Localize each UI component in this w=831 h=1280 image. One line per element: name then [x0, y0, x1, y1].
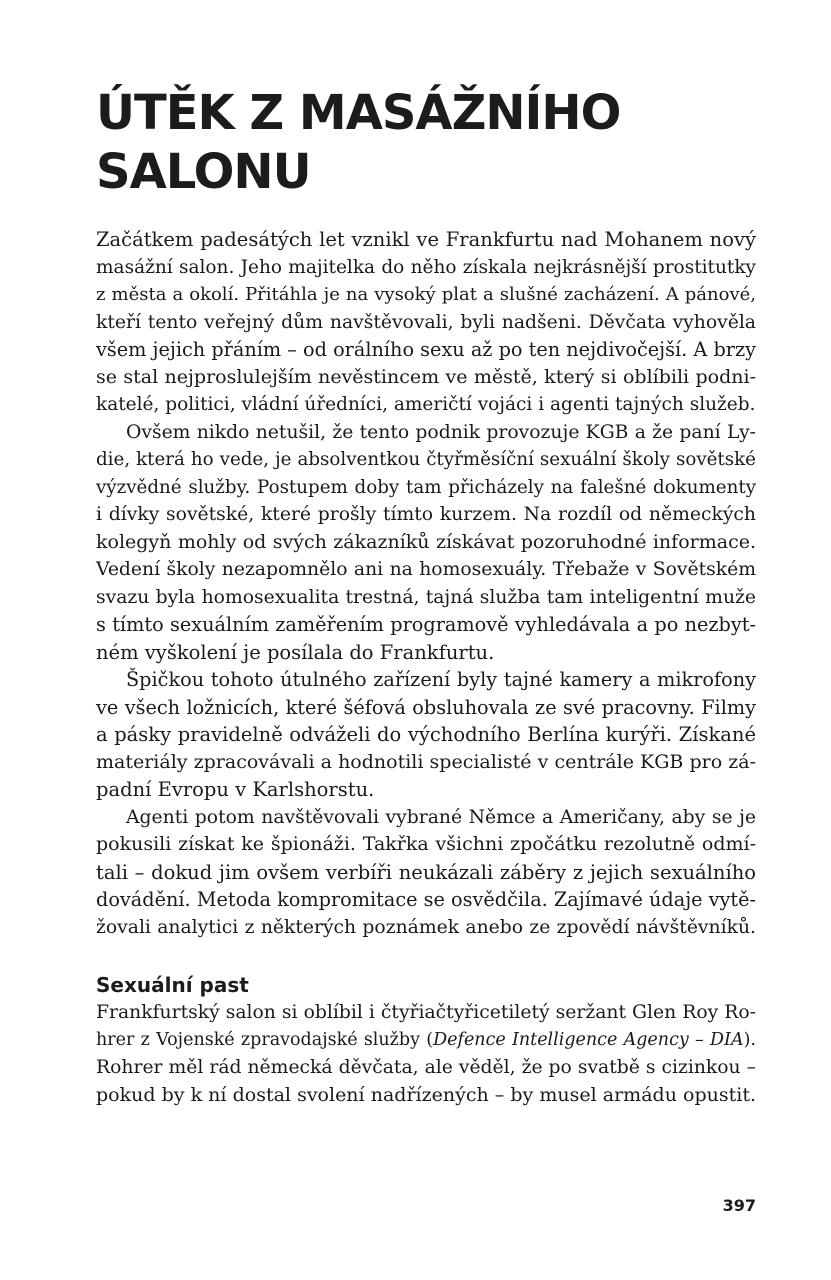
text-line: Začátkem padesátých let vznikl ve Frankfurtu nad Mohanem nový: [96, 228, 756, 251]
text-line: padní Evropu v Karlshorstu.: [96, 778, 375, 801]
text-line: všem jejich přáním – od orálního sexu až po ten nejdivočejší. A brzy: [96, 338, 756, 361]
text-line: Rohrer měl rád německá děvčata, ale věděl, že po svatbě s cizinkou –: [96, 1057, 756, 1078]
text-line: pokusili získat ke špionáži. Takřka všichni zpočátku rezolutně odmí-: [96, 833, 756, 855]
paragraph-3: [96, 666, 756, 804]
section-heading: Sexuální past: [96, 973, 249, 997]
text-line: Vedení školy nezapomnělo ani na homosexuály. Třebaže v Sovětském: [96, 559, 756, 580]
text-line: Agenti potom navštěvovali vybrané Němce a Američany, aby se je: [126, 806, 756, 828]
paragraph-5: [96, 999, 756, 1109]
text-line: katelé, politici, vládní úředníci, američtí vojáci i agenti tajných služeb.: [96, 394, 756, 415]
text-line: Ovšem nikdo netušil, že tento podnik provozuje KGB a že paní Ly-: [126, 421, 756, 443]
paragraph-4: [96, 804, 756, 942]
text-line: tali – dokud jim ovšem verbíři neukázali záběry z jejich sexuálního: [96, 860, 756, 884]
text-line: ve všech ložnicích, které šéfová obsluhovala ze své pracovny. Filmy: [96, 695, 756, 719]
text-line: z města a okolí. Přitáhla je na vysoký plat a slušné zacházení. A pánové,: [96, 284, 756, 305]
text-line: s tímto sexuálním zaměřením programově vyhledávala a po nezbyt-: [96, 613, 756, 636]
text-fragment: ).: [743, 1029, 756, 1050]
text-line: svazu byla homosexualita trestná, tajná služba tam inteligentní muže: [96, 586, 756, 608]
chapter-title-line-1: ÚTĚK Z MASÁŽNÍHO: [96, 85, 621, 141]
chapter-title-line-2: SALONU: [96, 144, 311, 200]
text-line: žovali analytici z některých poznámek anebo ze zpovědí návštěvníků.: [96, 916, 756, 938]
italic-agency-name: Defence Intelligence Agency – DIA: [433, 1029, 744, 1050]
page-number: 397: [722, 1196, 756, 1215]
text-line: die, která ho vede, je absolventkou čtyřměsíční sexuální školy sovětské: [96, 449, 756, 470]
text-fragment: hrer z Vojenské zpravodajské služby (: [96, 1029, 434, 1050]
text-line: kteří tento veřejný dům navštěvovali, byli nadšeni. Děvčata vyhověla: [96, 311, 756, 333]
text-line: [96, 1027, 756, 1055]
paragraph-2: [96, 419, 756, 667]
text-line: se stal nejproslulejším nevěstincem ve městě, který si oblíbili podni-: [96, 365, 756, 388]
chapter-title: [96, 84, 756, 202]
paragraph-1: [96, 226, 756, 419]
body-text: [96, 226, 756, 1109]
text-line: masážní salon. Jeho majitelka do něho získala nejkrásnější prostitutky: [96, 256, 756, 278]
text-line: Frankfurtský salon si oblíbil i čtyřiačtyřicetiletý seržant Glen Roy Ro-: [96, 1002, 756, 1023]
text-line: kolegyň mohly od svých zákazníků získávat pozoruhodné informace.: [96, 530, 756, 553]
text-line: i dívky sovětské, které prošly tímto kurzem. Na rozdíl od německých: [96, 504, 756, 525]
text-line: pokud by k ní dostal svolení nadřízených – by musel armádu opustit.: [96, 1083, 756, 1106]
text-line: Špičkou tohoto útulného zařízení byly tajné kamery a mikrofony: [126, 668, 756, 691]
text-line: dovádění. Metoda kompromitace se osvědčila. Zajímavé údaje vytě-: [96, 888, 757, 911]
text-line: a pásky pravidelně odváželi do východního Berlína kurýři. Získané: [96, 723, 756, 746]
text-line: ném vyškolení je posílala do Frankfurtu.: [96, 640, 495, 664]
section-gap: [96, 941, 756, 961]
text-line: výzvědné služby. Postupem doby tam přicházely na falešné dokumenty: [96, 476, 756, 498]
text-line: materiály zpracovávali a hodnotili specialisté v centrále KGB pro zá-: [96, 750, 756, 773]
